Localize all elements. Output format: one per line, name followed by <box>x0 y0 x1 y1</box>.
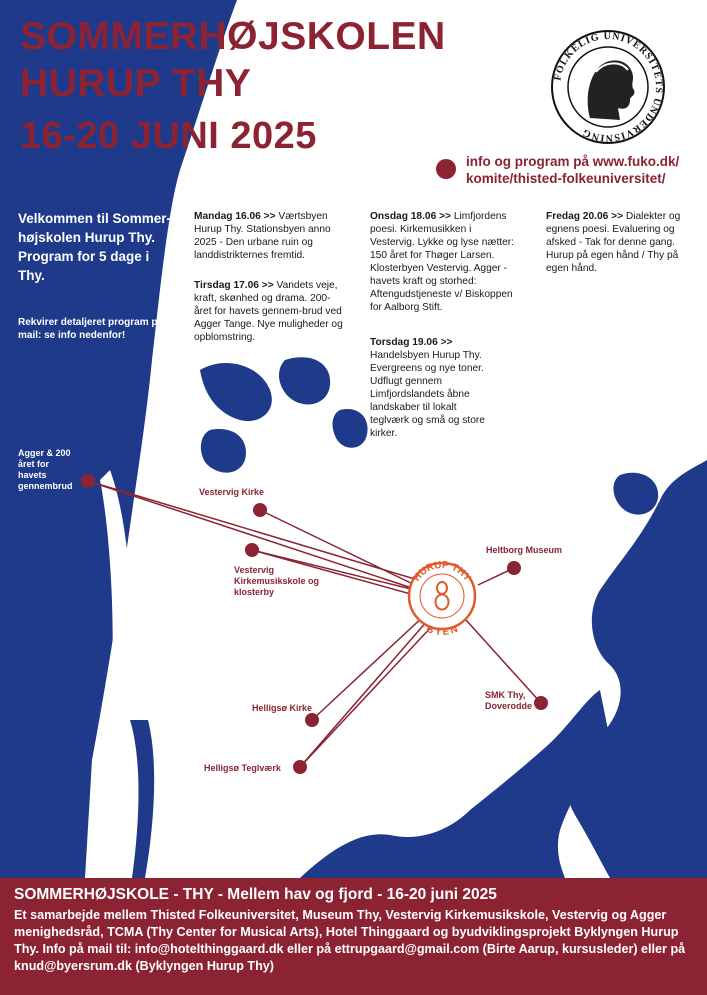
program-thursday <box>370 336 485 440</box>
lake-east <box>613 473 658 515</box>
agger-dot <box>81 474 95 488</box>
program-tuesday <box>194 279 344 344</box>
wednesday-text: Limfjordens poesi. Kirkemusikken i Vestervig. Lykke og lyse nætter: 150 året for Thøger Larsen. Klosterbyen Vestervig. Agger - havets kraft og storhed: Aftengudstjeneste v/ Biskoppen for Aalborg Stift. <box>370 211 515 313</box>
hellig-kirke-dot <box>305 713 319 727</box>
monday-text: Værtsbyen Hurup Thy. Stationsbyen anno 2025 - Den urbane ruin og landdistrikternes fremtid. <box>194 211 331 261</box>
thursday-text: Handelsbyen Hurup Thy. Evergreens og nye toner. Udflugt gennem Limfjordslandets åbne landskaber til lokalt teglværk og små og store kirker. <box>370 350 485 439</box>
place-vestervig-musik: Vestervig Kirkemusikskole og klosterby <box>234 565 320 597</box>
place-heltborg: Heltborg Museum <box>486 545 563 555</box>
lake-north-2 <box>279 357 330 404</box>
hellig-tegl-dot <box>293 760 307 774</box>
tuesday-label: Tirsdag 17.06 <box>194 280 259 291</box>
program-wednesday <box>370 210 515 314</box>
wednesday-arrow: >> <box>439 211 451 222</box>
lake-north-4 <box>333 409 368 448</box>
footer <box>0 878 707 995</box>
place-hellig-tegl: Helligsø Teglværk <box>204 763 281 773</box>
hub-label-bottom: BYEN <box>424 623 460 639</box>
title-line-1: SOMMERHØJSKOLEN <box>20 15 446 58</box>
logo-ring-text: FOLKELIG UNIVERSITETS UNDERVISNING <box>552 30 665 144</box>
friday-label: Fredag 20.06 <box>546 211 609 222</box>
university-logo <box>552 31 664 143</box>
place-hellig-kirke: Helligsø Kirke <box>252 703 313 713</box>
wednesday-label: Onsdag 18.06 <box>370 211 437 222</box>
program-monday <box>194 210 344 262</box>
tuesday-arrow: >> <box>261 280 274 291</box>
request-program-text: Rekvirer detaljeret program på mail: se info nedenfor! <box>18 317 164 341</box>
hub-label-top: HURUP THY <box>411 559 473 584</box>
limfjord-east-shape <box>568 460 707 878</box>
hurup-hub <box>409 563 475 629</box>
thursday-label: Torsdag 19.06 <box>370 337 438 348</box>
heltborg-dot <box>507 561 521 575</box>
title-line-3: 16-20 JUNI 2025 <box>20 115 317 157</box>
place-agger: Agger & 200 året for havets gennembrud <box>18 448 73 491</box>
friday-text: Dialekter og egnens poesi. Evaluering og afsked - Tak for denne gang. Hurup på egen hånd / Thy på egen hånd. <box>546 211 681 274</box>
title-line-2: HURUP THY <box>20 62 252 105</box>
lake-north-1 <box>200 363 272 421</box>
monday-arrow: >> <box>263 211 276 222</box>
tuesday-text: Vandets veje, kraft, skønhed og drama. 200-året for havets gennem-brud ved Agger Tange. Nye muligheder og opblomstring. <box>194 280 343 343</box>
info-link-text[interactable]: info og program på www.fuko.dk/ komite/thisted-folkeuniversitet/ <box>466 154 680 186</box>
place-vestervig-kirke: Vestervig Kirke <box>199 487 265 497</box>
lake-south <box>130 720 154 878</box>
program-friday <box>546 210 694 275</box>
place-smk: SMK Thy, Doverodde <box>485 690 533 711</box>
friday-arrow: >> <box>611 211 624 222</box>
thursday-arrow: >> <box>440 337 453 348</box>
info-dot-icon <box>436 159 456 179</box>
monday-label: Mandag 16.06 <box>194 211 261 222</box>
vestervig-musik-dot <box>245 543 259 557</box>
welcome-text: Velkommen til Sommer-højskolen Hurup Thy. Program for 5 dage i Thy. <box>18 211 172 283</box>
vestervig-kirke-dot <box>253 503 267 517</box>
lake-north-3 <box>201 429 246 473</box>
footer-title: SOMMERHØJSKOLE - THY - Mellem hav og fjord - 16-20 juni 2025 <box>14 886 497 903</box>
footer-text: Et samarbejde mellem Thisted Folkeuniversitet, Museum Thy, Vestervig Kirkemusikskole, Vestervig og Agger menighedsråd, TCMA (Thy Center for Musical Arts), Hotel Thinggaard og byudviklingsprojekt Byklyngen Hurup Thy. Info på mail til: info@hotelthinggaard.dk eller på ettrupgaard@gmail.com (Birte Aarup, kursusleder) eller på knud@byersrum.dk (Byklyngen Hurup Thy) <box>14 908 686 973</box>
